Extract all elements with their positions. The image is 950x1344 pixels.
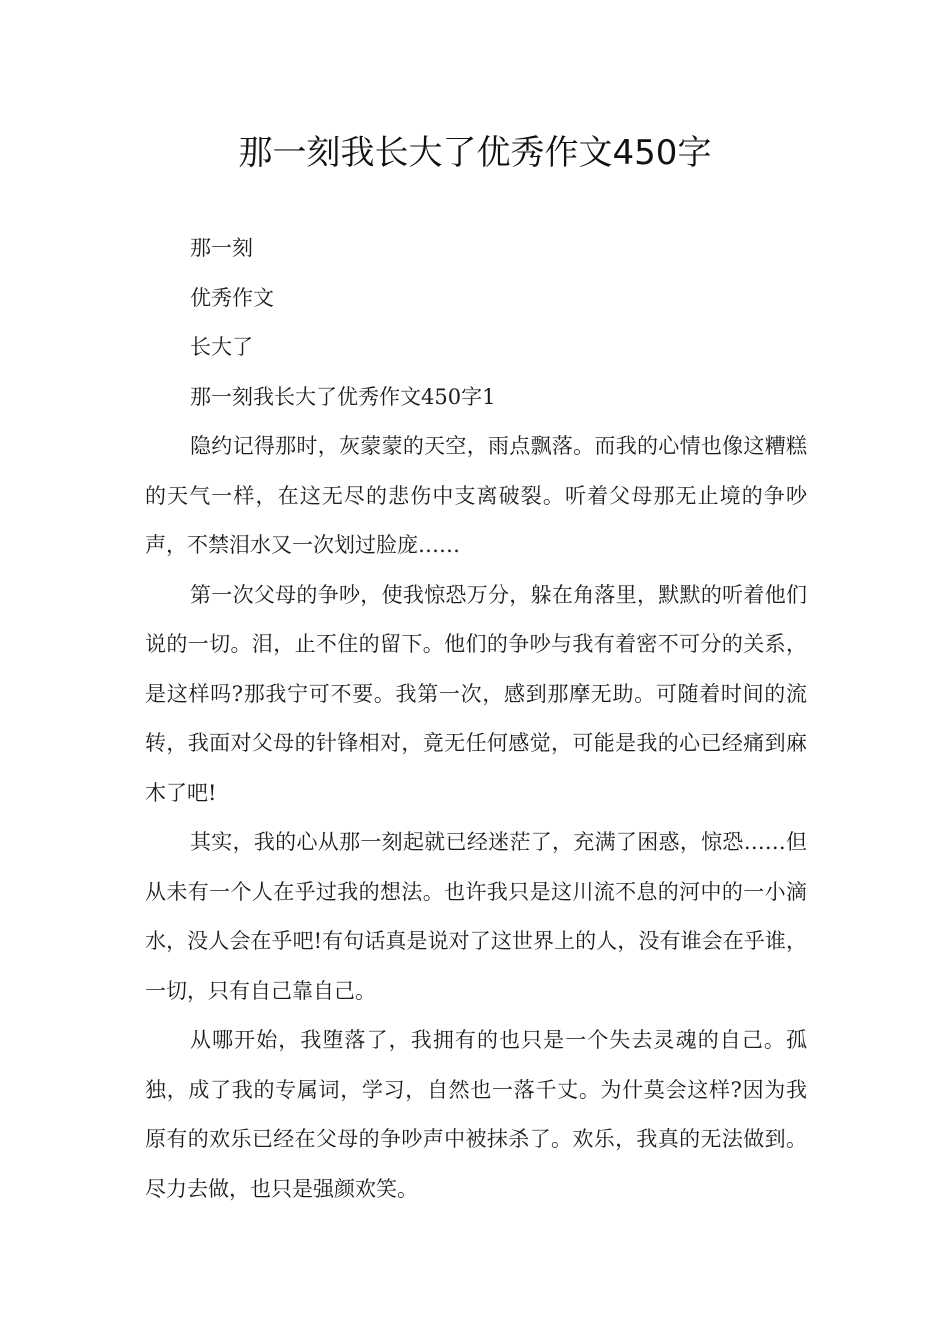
keyword-line: 长大了 — [190, 335, 253, 359]
document-title: 那一刻我长大了优秀作文450字 — [238, 133, 712, 173]
document-body — [145, 224, 807, 1214]
paragraph: 从哪开始，我堕落了，我拥有的也只是一个失去灵魂的自己。孤独，成了我的专属词，学习，自然也一落千丈。为什莫会这样?因为我原有的欢乐已经在父母的争吵声中被抹杀了。欢乐，我真的无法做到。尽力去做，也只是强颜欢笑。 — [145, 1028, 807, 1201]
keyword-line: 优秀作文 — [190, 285, 274, 310]
essay-heading: 那一刻我长大了优秀作文450字1 — [190, 384, 496, 409]
paragraph: 隐约记得那时，灰蒙蒙的天空，雨点飘落。而我的心情也像这糟糕的天气一样，在这无尽的悲伤中支离破裂。听着父母那无止境的争吵声，不禁泪水又一次划过脸庞…… — [145, 434, 807, 557]
keyword-line: 那一刻 — [190, 236, 253, 260]
paragraph: 其实，我的心从那一刻起就已经迷茫了，充满了困惑，惊恐……但从未有一个人在乎过我的想法。也许我只是这川流不息的河中的一小滴水，没人会在乎吧!有句话真是说对了这世界上的人，没有谁会在乎谁，一切，只有自己靠自己。 — [145, 830, 807, 1003]
paragraph: 第一次父母的争吵，使我惊恐万分，躲在角落里，默默的听着他们说的一切。泪，止不住的留下。他们的争吵与我有着密不可分的关系，是这样吗?那我宁可不要。我第一次，感到那摩无助。可随着时间的流转，我面对父母的针锋相对，竟无任何感觉，可能是我的心已经痛到麻木了吧! — [145, 582, 807, 805]
